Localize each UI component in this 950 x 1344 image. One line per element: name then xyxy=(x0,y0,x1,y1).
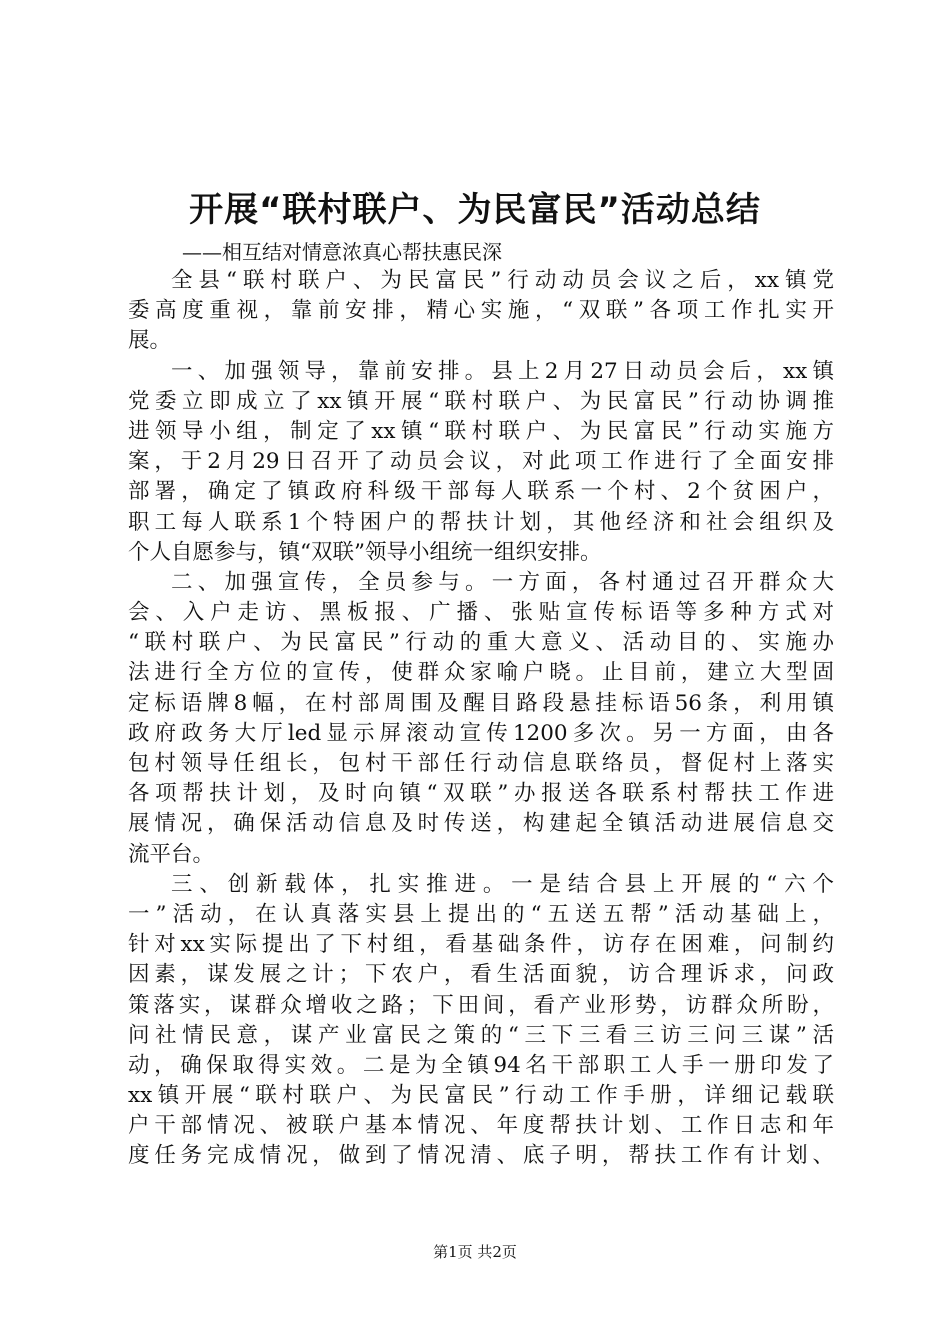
body-line: 三、创新载体，扎实推进。一是结合县上开展的“六个 xyxy=(171,871,834,897)
body-line: 党委立即成立了xx镇开展“联村联户、为民富民”行动协调推 xyxy=(128,388,834,414)
body-line: 案，于2月29日召开了动员会议，对此项工作进行了全面安排 xyxy=(128,449,834,475)
body-line: 包村领导任组长，包村干部任行动信息联络员，督促村上落实 xyxy=(128,751,834,776)
body-line: 因素，谋发展之计；下农户，看生活面貌，访合理诉求，问政 xyxy=(128,962,834,988)
body-line: 个人自愿参与，镇“双联”领导小组统一组织安排。 xyxy=(128,539,602,565)
document-title: 开展“联村联户、为民富民”活动总结 xyxy=(189,190,761,230)
body-line: “联村联户、为民富民”行动的重大意义、活动目的、实施办 xyxy=(128,630,834,656)
body-line: 度任务完成情况，做到了情况清、底子明，帮扶工作有计划、 xyxy=(128,1143,834,1169)
body-line: 进领导小组，制定了xx镇“联村联户、为民富民”行动实施方 xyxy=(128,418,834,444)
body-line: 部署，确定了镇政府科级干部每人联系一个村、2个贫困户， xyxy=(128,479,834,505)
body-line: 二、加强宣传，全员参与。一方面，各村通过召开群众大 xyxy=(171,569,834,595)
body-line: 一”活动，在认真落实县上提出的“五送五帮”活动基础上， xyxy=(128,901,834,927)
body-line: 动，确保取得实效。二是为全镇94名干部职工人手一册印发了 xyxy=(128,1052,834,1078)
body-line: 针对xx实际提出了下村组，看基础条件，访存在困难，问制约 xyxy=(128,932,834,958)
body-line: 各项帮扶计划，及时向镇“双联”办报送各联系村帮扶工作进 xyxy=(128,781,834,807)
body-line: 职工每人联系1个特困户的帮扶计划，其他经济和社会组织及 xyxy=(128,509,834,535)
body-line: 法进行全方位的宣传，使群众家喻户晓。止目前，建立大型固 xyxy=(128,660,834,686)
body-line: 流平台。 xyxy=(128,841,215,867)
body-line: xx镇开展“联村联户、为民富民”行动工作手册，详细记载联 xyxy=(128,1083,834,1109)
body-line: 展情况，确保活动信息及时传送，构建起全镇活动进展信息交 xyxy=(128,811,834,837)
document-body xyxy=(128,266,834,1172)
body-line: 会、入户走访、黑板报、广播、张贴宣传标语等多种方式对 xyxy=(128,600,834,626)
body-line: 户干部情况、被联户基本情况、年度帮扶计划、工作日志和年 xyxy=(128,1113,834,1139)
page-number-footer: 第1页 共2页 xyxy=(433,1243,517,1261)
body-line: 全县“联村联户、为民富民”行动动员会议之后，xx镇党 xyxy=(171,268,834,293)
body-line: 定标语牌8幅，在村部周围及醒目路段悬挂标语56条，利用镇 xyxy=(128,690,834,716)
body-line: 问社情民意，谋产业富民之策的“三下三看三访三问三谋”活 xyxy=(128,1022,834,1048)
body-line: 展。 xyxy=(128,328,172,354)
body-line: 政府政务大厅led显示屏滚动宣传1200多次。另一方面，由各 xyxy=(128,720,834,746)
document-subtitle: ——相互结对情意浓真心帮扶惠民深 xyxy=(182,240,502,264)
body-line: 委高度重视，靠前安排，精心实施，“双联”各项工作扎实开 xyxy=(128,298,834,324)
body-line: 策落实，谋群众增收之路；下田间，看产业形势，访群众所盼， xyxy=(128,992,834,1018)
body-line: 一、加强领导，靠前安排。县上2月27日动员会后，xx镇 xyxy=(171,358,834,384)
